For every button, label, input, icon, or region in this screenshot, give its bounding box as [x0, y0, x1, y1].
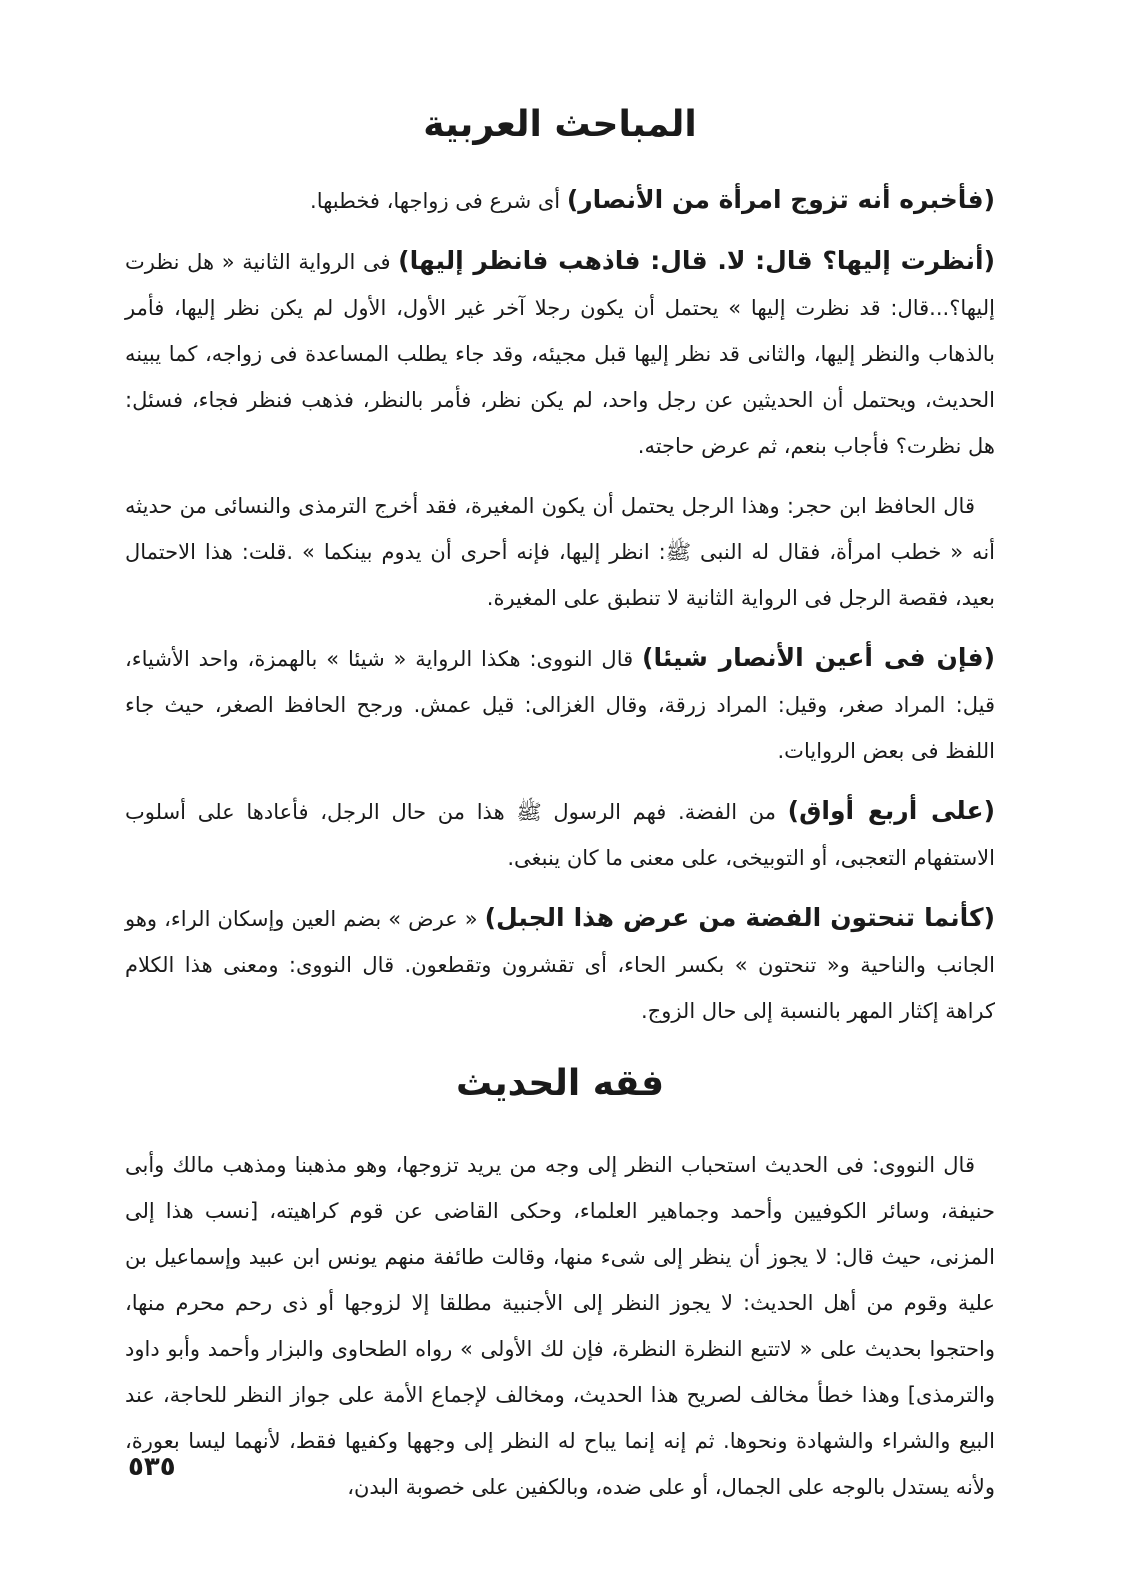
- section-title-hadith-jurisprudence: فقه الحديث: [455, 1063, 665, 1104]
- paragraph-lead: (أنظرت إليها؟ قال: لا. قال: فاذهب فانظر إليها): [398, 246, 995, 275]
- section-title-arabic-studies: المباحث العربية: [423, 104, 697, 145]
- paragraph-lead: (على أربع أواق): [787, 796, 995, 825]
- paragraph: [125, 238, 995, 469]
- paragraph: [125, 483, 995, 621]
- paragraph-text: فى الرواية الثانية « هل نظرت إليها؟...قال: قد نظرت إليها » يحتمل أن يكون رجلا آخر غير الأول، الأول لم يكن نظر إليها، فأمر بالذهاب والنظر إليها، والثانى قد نظر إليها قبل مجيئه، وقد جاء يطلب المساعدة فى زواجه، كما يبينه الحديث، ويحتمل أن الحديثين عن رجل واحد، لم يكن نظر، فأمر بالنظر، فذهب فنظر فجاء، فسئل: هل نظرت؟ فأجاب بنعم، ثم عرض حاجته.: [125, 250, 995, 458]
- paragraph-lead: (كأنما تنحتون الفضة من عرض هذا الجبل): [484, 903, 996, 932]
- paragraph-text: قال النووى: فى الحديث استحباب النظر إلى وجه من يريد تزوجها، وهو مذهبنا ومذهب مالك وأبى حنيفة، وسائر الكوفيين وأحمد وجماهير العلماء، وحكى القاضى عن قوم كراهيته، [نسب هذا إلى المزنى، حيث قال: لا يجوز أن ينظر إلى شىء منها، وقالت طائفة منهم يونس ابن عبيد وإسماعيل بن علية وقوم من أهل الحديث: لا يجوز النظر إلى الأجنبية مطلقا إلا لزوجها أو ذى رحم محرم منها، واحتجوا بحديث على « لاتتبع النظرة النظرة، فإن لك الأولى » رواه الطحاوى والبزار وأحمد وأبو داود والترمذى] وهذا خطأ مخالف لصريح هذا الحديث، ومخالف لإجماع الأمة على جواز النظر للحاجة، عند البيع والشراء والشهادة ونحوها. ثم إنه إنما يباح له النظر إلى وجهها وكفيها فقط، لأنهما ليسا بعورة، ولأنه يستدل بالوجه على الجمال، أو على ضده، وبالكفين على خصوبة البدن،: [125, 1153, 995, 1499]
- paragraph-lead: (فأخبره أنه تزوج امرأة من الأنصار): [566, 185, 995, 214]
- paragraph: [125, 788, 995, 881]
- paragraph: [125, 895, 995, 1034]
- page-number: ٥٣٥: [128, 1452, 176, 1482]
- page-content: [125, 95, 995, 1524]
- paragraph-lead: (فإن فى أعين الأنصار شيئا): [642, 643, 995, 672]
- paragraph: [125, 635, 995, 774]
- paragraph: [125, 177, 995, 224]
- paragraph: [125, 1142, 995, 1510]
- paragraph-text: قال الحافظ ابن حجر: وهذا الرجل يحتمل أن يكون المغيرة، فقد أخرج الترمذى والنسائى من حديثه أنه « خطب امرأة، فقال له النبى ﷺ: انظر إليها، فإنه أحرى أن يدوم بينكما » .قلت: هذا الاحتمال بعيد، فقصة الرجل فى الرواية الثانية لا تنطبق على المغيرة.: [125, 494, 995, 610]
- paragraph-text: أى شرع فى زواجها، فخطبها.: [310, 189, 567, 213]
- paragraph-text: « عرض » بضم العين وإسكان الراء، وهو الجانب والناحية و« تنحتون » بكسر الحاء، أى تقشرون وتقطعون. قال النووى: ومعنى هذا الكلام كراهة إكثار المهر بالنسبة إلى حال الزوج.: [125, 907, 995, 1023]
- paragraph-text: قال النووى: هكذا الرواية « شيئا » بالهمزة، واحد الأشياء، قيل: المراد صغر، وقيل: المراد زرقة، وقال الغزالى: قيل عمش. ورجح الحافظ الصغر، حيث جاء اللفظ فى بعض الروايات.: [125, 647, 995, 763]
- paragraph-text: من الفضة. فهم الرسول ﷺ هذا من حال الرجل، فأعادها على أسلوب الاستفهام التعجبى، أو التوبيخى، على معنى ما كان ينبغى.: [125, 800, 995, 870]
